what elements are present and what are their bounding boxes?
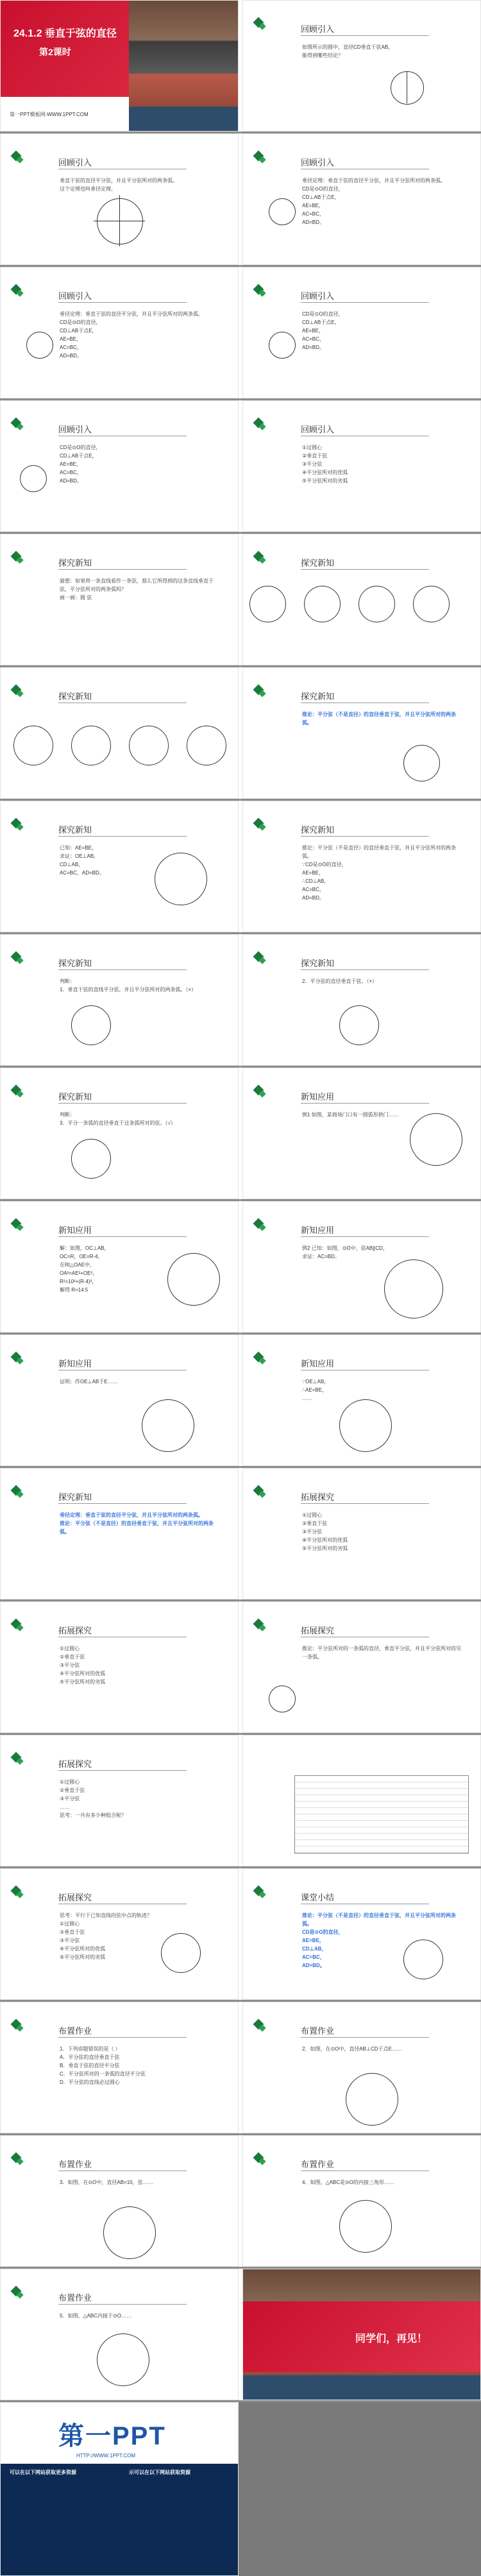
slide-body: 垂径定理：垂直于弦的直径平分弦，并且平分弦所对的两条弧。 CD是⊙O的直径， CD⊥AB于点E， AE=BE， AC=BC， AD=BD。 <box>302 178 446 225</box>
slide-card[interactable] <box>0 267 239 398</box>
circle-diagram <box>346 2073 398 2126</box>
circle-diagram <box>142 1399 194 1452</box>
slide-card[interactable] <box>242 1201 481 1333</box>
title-divider <box>58 1770 187 1771</box>
circle-diagram <box>161 1933 201 1973</box>
slide-body: CD是⊙O的直径， CD⊥AB于点E， AE=BE， AC=BC， AD=BD。 <box>302 311 344 350</box>
logo-slide[interactable] <box>0 2402 239 2576</box>
title-divider <box>301 1236 429 1237</box>
slide-title: 课堂小结 <box>301 1893 335 1902</box>
circle-diagram <box>155 853 207 905</box>
slide-title: 拓展探究 <box>58 1626 92 1635</box>
title-divider <box>301 2037 429 2038</box>
title-divider <box>58 1103 187 1104</box>
slide-row <box>0 667 481 799</box>
slide-body: ①过圆心 ②垂直于弦 ③平分弦 ④平分弦所对的优弧 ⑤平分弦所对的劣弧 <box>60 1646 106 1685</box>
slide-title: 新知应用 <box>58 1359 92 1369</box>
slide-card[interactable] <box>0 667 239 799</box>
slide-title: 新知应用 <box>301 1225 335 1235</box>
slide-body: 如图所示的圆中，直径CD垂直于弦AB， 能得到哪些结论？ <box>302 44 394 58</box>
circle-diagram <box>167 1253 220 1306</box>
slide-card[interactable] <box>0 1735 239 1866</box>
circle-diagram <box>410 1113 462 1166</box>
slide-card[interactable] <box>242 1068 481 1199</box>
resource-panel <box>1 2464 239 2576</box>
cover-subtitle: 第2课时 <box>39 47 71 57</box>
slide-card[interactable] <box>0 2269 239 2400</box>
slide-row <box>0 1335 481 1466</box>
slide-card[interactable] <box>242 133 481 265</box>
title-divider <box>58 836 187 837</box>
slide-title: 新知应用 <box>301 1092 335 1102</box>
slide-row <box>0 1868 481 2000</box>
slide-title: 拓展探究 <box>58 1893 92 1902</box>
circle-diagram <box>339 2200 392 2253</box>
slide-body: ①过圆心 ②垂直于弦 ③平分弦 ④平分弦所对的优弧 ⑤平分弦所对的劣弧 <box>302 1512 348 1551</box>
slide-body: ①过圆心 ②垂直于弦 ③平分弦 ④平分弦所对的优弧 ⑤平分弦所对的劣弧 <box>302 445 348 484</box>
slide-body: 推论：平分弦（不是直径）的直径垂直于弦，并且平分弦所对的两条弧。 <box>302 712 456 726</box>
slide-card[interactable] <box>0 1068 239 1199</box>
empty-area <box>239 2402 481 2576</box>
slide-card[interactable] <box>0 801 239 932</box>
slide-title: 回顾引入 <box>58 158 92 167</box>
slide-row <box>0 2269 481 2400</box>
slide-body: 2．如图，在⊙O中，直径AB⊥CD于点E…… <box>302 2046 402 2052</box>
slide-body: 证明：作OE⊥AB于E…… <box>60 1379 118 1385</box>
circle-diagram <box>391 71 424 105</box>
slide-row <box>0 400 481 532</box>
slide-title: 回顾引入 <box>58 291 92 301</box>
circle-diagram <box>20 465 47 492</box>
slide-card[interactable] <box>0 400 239 532</box>
slide-card[interactable] <box>242 0 481 132</box>
slide-body: 垂径定理：垂直于弦的直径平分弦，并且平分弦所对的两条弧。 CD是⊙O的直径， CD⊥AB于点E， AE=BE， AC=BC， AD=BD。 <box>60 311 203 359</box>
slide-body: 解：如图，OC⊥AB， OC=R，OE=R-4， 在Rt△OAE中， OA²=AE²+OE²， R²=10²+(R-4)²， 解得 R=14.5 <box>60 1245 110 1293</box>
slide-row <box>0 934 481 1066</box>
brand-url[interactable]: HTTP://WWW.1PPT.COM <box>76 2453 135 2459</box>
title-divider <box>301 1503 429 1504</box>
slide-body: 例2 已知：如图，⊙O中，弦AB∥CD， 求证：AC=BD。 <box>302 1245 388 1259</box>
slide-title: 探究新知 <box>58 1092 92 1102</box>
slide-body: 猜想：如果将一条直线看作一条弦，那么它所得到的这条直线垂直于弦，平分弦所对的两条弧吗？ 画一画：圆 弦 <box>60 578 214 601</box>
circle-diagram <box>269 198 296 225</box>
title-divider <box>58 1236 187 1237</box>
slide-card[interactable] <box>0 934 239 1066</box>
circle-diagram <box>269 1685 296 1712</box>
title-divider <box>58 569 187 570</box>
slide-card[interactable] <box>242 1335 481 1466</box>
title-divider <box>58 302 187 303</box>
slide-body: 思考：平行于已知直线的弦中点的轨迹？ ①过圆心 ②垂直于弦 ③平分弦 ④平分弦所对的优弧 ⑤平分弦所对的劣弧 <box>60 1913 152 1960</box>
ending-text: 同学们，再见！ <box>355 2333 428 2344</box>
slide-title: 回顾引入 <box>301 291 335 301</box>
resource-heading: 示可以在以下网站获取资源 <box>129 2469 190 2475</box>
slide-card[interactable] <box>0 2135 239 2267</box>
slide-card[interactable] <box>0 1201 239 1333</box>
cover-url: 第一PPT模板网-WWW.1PPT.COM <box>10 112 89 117</box>
slide-title: 布置作业 <box>58 2160 92 2169</box>
slide-card[interactable] <box>242 2002 481 2133</box>
slide-title: 布置作业 <box>58 2293 92 2303</box>
slide-card[interactable] <box>242 801 481 932</box>
slide-row <box>0 801 481 932</box>
slide-title: 拓展探究 <box>301 1492 335 1502</box>
slide-body: CD是⊙O的直径， CD⊥AB于点E， AE=BE， AC=BC， AD=BD。 <box>60 445 101 484</box>
slide-title: 回顾引入 <box>301 158 335 167</box>
cover-title: 24.1.2 垂直于弦的直径 <box>13 28 117 39</box>
slide-title: 拓展探究 <box>58 1759 92 1769</box>
slide-row <box>0 534 481 665</box>
slide-card[interactable] <box>0 133 239 265</box>
title-divider <box>301 569 429 570</box>
title-divider <box>58 2037 187 2038</box>
title-divider <box>301 35 429 36</box>
slide-card[interactable] <box>242 1868 481 2000</box>
resource-heading: 可以在以下网站获取更多资源 <box>10 2469 76 2475</box>
slide-card[interactable] <box>0 1468 239 1599</box>
slide-card[interactable] <box>0 1868 239 2000</box>
circle-diagram <box>403 1940 443 1979</box>
slide-card[interactable] <box>242 1735 481 1866</box>
slide-card[interactable] <box>242 534 481 665</box>
slide-row <box>0 1735 481 1866</box>
slide-title: 探究新知 <box>58 1492 92 1502</box>
title-divider <box>301 302 429 303</box>
slide-body: 判断： 3．平分一条弧的直径垂直于这条弧所对的弦。（√） <box>60 1112 176 1126</box>
slide-title: 回顾引入 <box>301 24 335 34</box>
slide-body: ①过圆心 ②垂直于弦 ③平分弦 …… 思考：一共有多少种组合呢？ <box>60 1779 126 1818</box>
circle-diagram <box>129 726 169 765</box>
slide-row <box>0 1201 481 1333</box>
slide-body: 垂径定理：垂直于弦的直径平分弦，并且平分弦所对的两条弧。 推论：平分弦（不是直径）的直径垂直于弦，并且平分弦所对的两条弧。 <box>60 1512 214 1535</box>
circle-diagram <box>339 1399 392 1452</box>
circle-diagram <box>97 198 143 244</box>
circle-diagram <box>304 586 341 622</box>
circle-diagram <box>97 2333 149 2386</box>
slide-title: 布置作业 <box>301 2160 335 2169</box>
slide-row <box>0 1468 481 1599</box>
slide-title: 探究新知 <box>58 825 92 835</box>
circle-diagram <box>339 1005 379 1045</box>
slide-row <box>0 1601 481 1733</box>
slide-title: 拓展探究 <box>301 1626 335 1635</box>
slide-title: 新知应用 <box>58 1225 92 1235</box>
title-divider <box>301 969 429 970</box>
slide-row <box>0 133 481 265</box>
slide-row <box>0 2402 481 2576</box>
slide-card[interactable] <box>0 1601 239 1733</box>
slide-card[interactable] <box>242 934 481 1066</box>
circle-diagram <box>403 745 440 781</box>
slide-card[interactable] <box>242 667 481 799</box>
circle-diagram <box>413 586 450 622</box>
circle-diagram <box>71 1005 111 1045</box>
slide-title: 新知应用 <box>301 1359 335 1369</box>
slide-title: 探究新知 <box>301 825 335 835</box>
books-image <box>129 1 239 132</box>
brand-logo: 第一PPT <box>58 2422 166 2450</box>
circle-diagram <box>13 726 53 765</box>
cover-slide[interactable] <box>0 0 239 132</box>
slide-card[interactable] <box>242 1601 481 1733</box>
circle-diagram <box>71 726 111 765</box>
slide-body: 垂直于弦的直径平分弦，并且平分弦所对的两条弧。 这个定理也叫垂径定理。 <box>60 178 178 192</box>
slide-card[interactable] <box>0 2002 239 2133</box>
slide-body: 4．如图，△ABC是⊙O的内接三角形…… <box>302 2179 394 2185</box>
slide-body: 推论：平分弦所对的一条弧的直径，垂直平分弦，并且平分弦所对的另一条弧。 <box>302 1646 461 1660</box>
slide-card[interactable] <box>242 267 481 398</box>
slide-body: 判断： 1．垂直于弦的直线平分弦，并且平分弦所对的两条弧。（×） <box>60 978 197 993</box>
slide-row <box>0 267 481 398</box>
title-divider <box>58 2304 187 2305</box>
slide-title: 布置作业 <box>301 2026 335 2036</box>
slide-body: 推论：平分弦（不是直径）的直径垂直于弦，并且平分弦所对的两条弧。 ∵CD是⊙O的直径， AE=BE， ∴CD⊥AB， AC=BC， AD=BD。 <box>302 845 456 901</box>
slide-body: ∵OE⊥AB， ∴AE=BE， …… <box>302 1379 330 1401</box>
slide-row <box>0 2002 481 2133</box>
slide-title: 布置作业 <box>58 2026 92 2036</box>
slide-body: 3．如图，在⊙O中，直径AB=10，弦…… <box>60 2179 153 2185</box>
circle-diagram <box>269 332 296 359</box>
slide-title: 探究新知 <box>58 959 92 968</box>
title-divider <box>301 1103 429 1104</box>
slide-card[interactable] <box>242 2135 481 2267</box>
ending-slide[interactable] <box>242 2269 481 2400</box>
slide-body: 2．平分弦的直径垂直于弦。（×） <box>302 978 378 984</box>
slide-body: 例1 如图，某商场门口有一圆弧形拱门…… <box>302 1112 399 1118</box>
title-divider <box>301 836 429 837</box>
slide-title: 探究新知 <box>301 692 335 701</box>
title-divider <box>58 969 187 970</box>
slide-body: 推论：平分弦（不是直径）的直径垂直于弦，并且平分弦所对的两条弧。 CD是⊙O的直径， AE=BE， CD⊥AB， AC=BC， AD=BD。 <box>302 1913 456 1968</box>
slide-body: 5．如图，△ABC内接于⊙O…… <box>60 2313 131 2319</box>
circle-diagram <box>71 1139 111 1179</box>
slide-card[interactable] <box>0 1335 239 1466</box>
slide-title: 回顾引入 <box>301 425 335 434</box>
slide-body: 1．下列命题错误的是（ ） A．平分弦的直径垂直于弦 B．垂直于弦的直径平分弦 C．平分弦所对的一条弧的直径平分弦 D．平分弦的直线必过圆心 <box>60 2046 146 2085</box>
circle-diagram <box>384 1259 443 1318</box>
slide-card[interactable] <box>0 534 239 665</box>
title-divider <box>58 1503 187 1504</box>
circle-diagram <box>103 2206 156 2259</box>
slide-card[interactable] <box>242 400 481 532</box>
slide-body: 已知：AE=BE， 求证：OE⊥AB， CD⊥AB， AC=BC，AD=BD。 <box>60 845 105 876</box>
slide-title: 探究新知 <box>301 558 335 568</box>
slide-row <box>0 2135 481 2267</box>
slide-row <box>0 0 481 132</box>
combination-table <box>294 1775 469 1854</box>
circle-diagram <box>249 586 286 622</box>
slide-title: 探究新知 <box>301 959 335 968</box>
circle-diagram <box>187 726 226 765</box>
slide-card[interactable] <box>242 1468 481 1599</box>
circle-diagram <box>359 586 395 622</box>
circle-diagram <box>26 332 53 359</box>
slide-title: 回顾引入 <box>58 425 92 434</box>
slide-row <box>0 1068 481 1199</box>
slide-title: 探究新知 <box>58 692 92 701</box>
slide-title: 探究新知 <box>58 558 92 568</box>
